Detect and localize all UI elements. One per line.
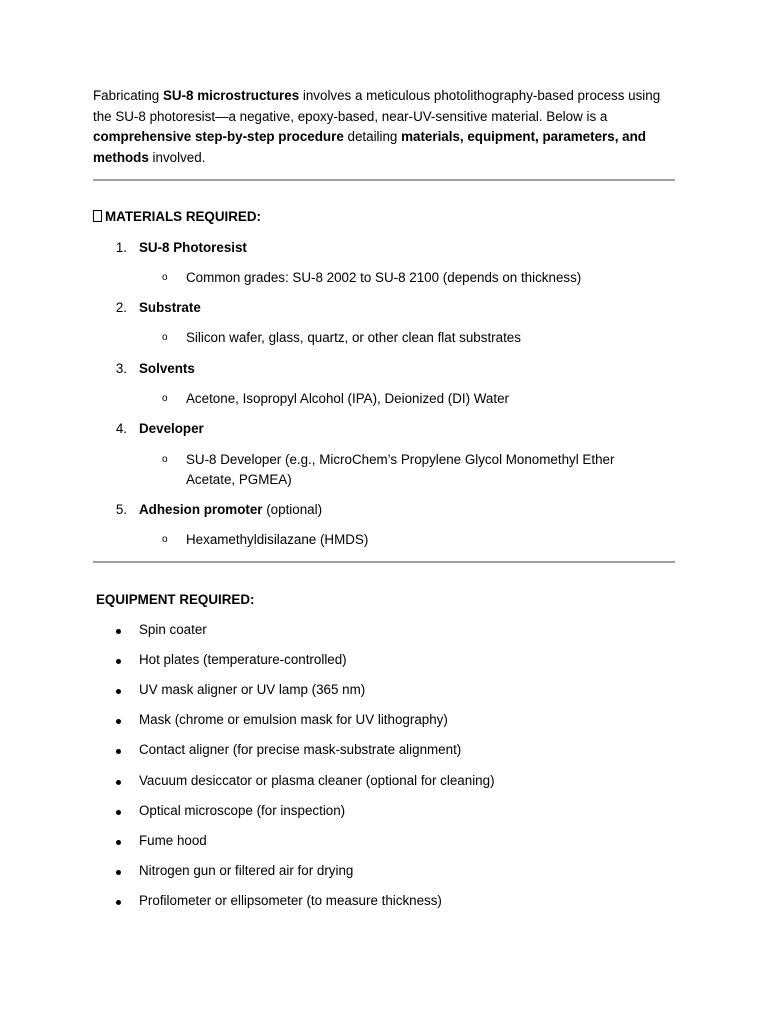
equipment-item: UV mask aligner or UV lamp (365 nm) xyxy=(139,682,366,697)
material-item-detail: Hexamethyldisilazane (HMDS) xyxy=(186,532,369,547)
material-item-detail: SU-8 Developer (e.g., MicroChem’s Propylene Glycol Monomethyl Ether Acetate, PGMEA) xyxy=(186,452,615,487)
equipment-item: Vacuum desiccator or plasma cleaner (optional for cleaning) xyxy=(139,773,495,788)
sub-bullet-icon: o xyxy=(162,393,168,404)
list-number: 3. xyxy=(115,361,127,376)
material-item-title: SU-8 Photoresist xyxy=(139,240,247,255)
equipment-item: Nitrogen gun or filtered air for drying xyxy=(139,863,354,878)
sub-bullet-icon: o xyxy=(162,454,168,465)
intro-paragraph xyxy=(93,86,673,168)
material-item-detail: Silicon wafer, glass, quartz, or other clean flat substrates xyxy=(186,330,521,345)
material-item-detail: Common grades: SU-8 2002 to SU-8 2100 (depends on thickness) xyxy=(186,270,582,285)
bullet-icon xyxy=(116,749,121,754)
bullet-icon xyxy=(116,689,121,694)
list-number: 5. xyxy=(115,502,127,517)
missing-glyph-icon xyxy=(93,210,102,222)
material-item-title: Substrate xyxy=(139,300,201,315)
material-item-title: Developer xyxy=(139,421,204,436)
bullet-icon xyxy=(116,840,121,845)
equipment-item: Contact aligner (for precise mask-substrate alignment) xyxy=(139,742,462,757)
intro-text: involved. xyxy=(148,149,206,165)
bullet-icon xyxy=(116,870,121,875)
material-item-suffix: (optional) xyxy=(262,502,323,517)
bullet-icon xyxy=(116,900,121,905)
materials-heading-text: MATERIALS REQUIRED: xyxy=(105,209,261,224)
equipment-item: Fume hood xyxy=(139,833,207,848)
bullet-icon xyxy=(116,810,121,815)
intro-text: involves a meticulous photolithography-based process using the SU-8 photoresist—a negative, epoxy-based, near-UV-sensitive material. Below is a xyxy=(93,88,661,124)
horizontal-divider xyxy=(93,179,675,181)
equipment-item: Spin coater xyxy=(139,622,207,637)
material-item-title: Adhesion promoter xyxy=(139,502,263,517)
bullet-icon xyxy=(116,629,121,634)
intro-text: detailing xyxy=(343,129,402,145)
sub-bullet-icon: o xyxy=(162,332,168,343)
bullet-icon xyxy=(116,719,121,724)
intro-text: Fabricating xyxy=(93,88,163,103)
bullet-icon xyxy=(116,659,121,664)
equipment-heading: EQUIPMENT REQUIRED: xyxy=(96,592,255,607)
materials-heading xyxy=(93,209,261,224)
material-item-detail: Acetone, Isopropyl Alcohol (IPA), Deionized (DI) Water xyxy=(186,391,509,406)
intro-bold-text: materials, equipment, parameters, and methods xyxy=(93,129,646,165)
intro-bold-text: SU-8 microstructures xyxy=(162,88,300,103)
list-number: 2. xyxy=(115,300,127,315)
intro-bold-text: comprehensive step-by-step procedure xyxy=(93,129,344,145)
sub-bullet-icon: o xyxy=(162,272,168,283)
equipment-item: Optical microscope (for inspection) xyxy=(139,803,346,818)
material-item-title: Solvents xyxy=(139,361,195,376)
equipment-item: Mask (chrome or emulsion mask for UV lithography) xyxy=(139,712,448,727)
sub-bullet-icon: o xyxy=(162,534,168,545)
equipment-item: Profilometer or ellipsometer (to measure thickness) xyxy=(139,893,442,908)
list-number: 1. xyxy=(115,240,127,255)
equipment-item: Hot plates (temperature-controlled) xyxy=(139,652,347,667)
list-number: 4. xyxy=(115,421,127,436)
bullet-icon xyxy=(116,780,121,785)
horizontal-divider xyxy=(93,561,675,563)
material-item-heading xyxy=(139,502,322,517)
